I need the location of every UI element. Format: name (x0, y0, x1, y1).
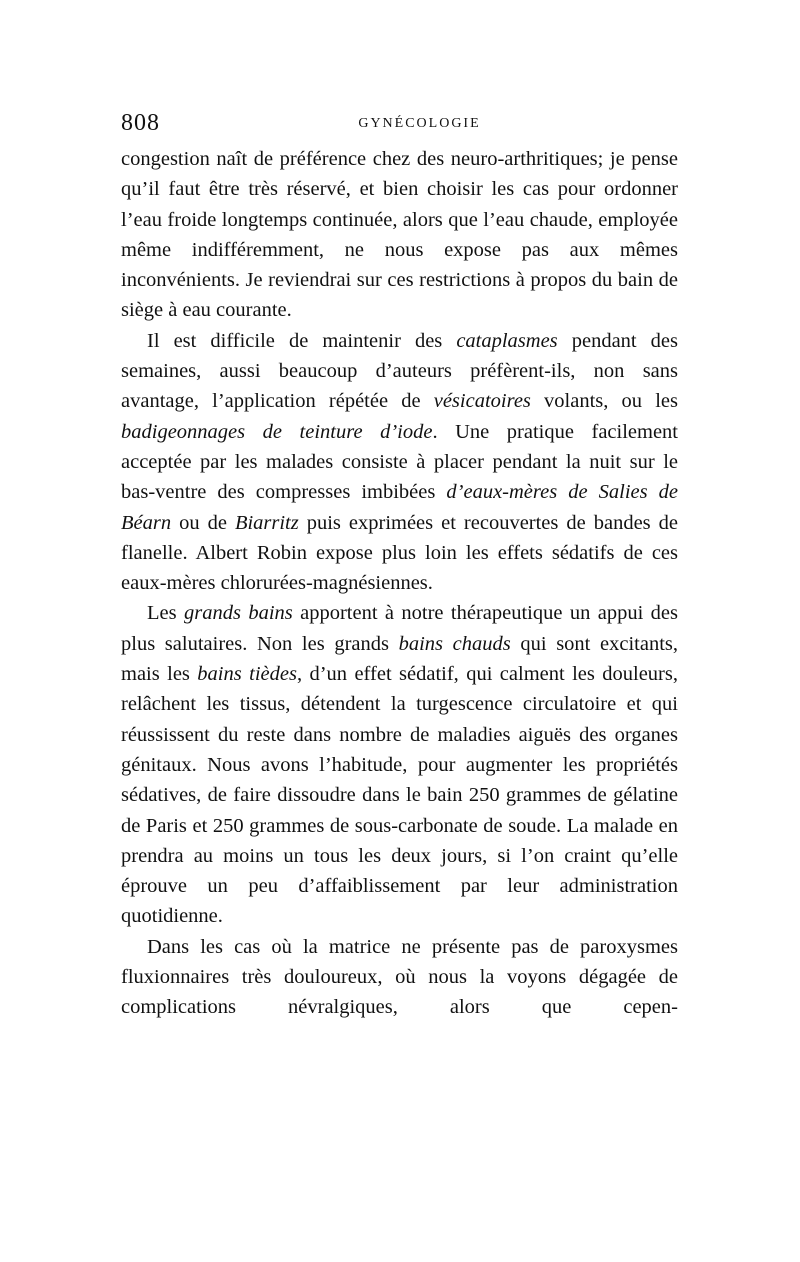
paragraph-cataplasmes (121, 326, 678, 599)
text-run: . Une pratique facilement acceptée par les malades consiste à placer pendant la nuit sur le bas-ventre des compresses imbibées (121, 420, 679, 504)
running-title: GYNÉCOLOGIE (358, 116, 481, 131)
italic-term: Biarritz (234, 511, 299, 534)
italic-term: badigeonnages de teinture d’iode (121, 420, 433, 443)
text-run: ou de (171, 511, 235, 534)
text-run: volants, ou les (530, 390, 678, 413)
book-page (121, 110, 678, 1023)
text-run: , d’un effet sédatif, qui calment les douleurs, relâchent les tissus, détendent la turgescence circulatoire et qui réussissent du reste dans nombre de maladies aiguës des organes génitaux. Nous avons l’habitude, pour augmenter les propriétés sédatives, de faire dissoudre dans le bain 250 grammes de gélatine de Paris et 250 grammes de sous-carbonate de soude. La malade en prendra au moins un tous les deux jours, si l’on craint qu’elle éprouve un peu d’affaiblissement par leur administration quotidienne. (121, 663, 678, 928)
italic-term: vésicatoires (433, 390, 531, 413)
paragraph-continuation: congestion naît de préférence chez des neuro-arthritiques; je pense qu’il faut être très réservé, et bien choisir les cas pour ordonner l’eau froide longtemps continuée, alors que l’eau chaude, employée même indifféremment, ne nous expose pas aux mêmes inconvénients. Je reviendrai sur ces restrictions à propos du bain de siège à eau courante. (121, 148, 678, 322)
italic-term: grands bains (183, 602, 293, 625)
text-run: Les (147, 602, 184, 625)
italic-term: cataplasmes (456, 329, 558, 352)
running-head (121, 110, 678, 140)
text-run: Il est difficile de maintenir des (147, 329, 457, 352)
page-number: 808 (121, 110, 160, 136)
paragraph-grands-bains (121, 598, 678, 931)
text-run: pendant des semaines, aussi beaucoup d’auteurs préfèrent-ils, non sans avantage, l’application répétée de (121, 329, 678, 413)
italic-term: d’eaux-mères de Salies de Béarn (121, 481, 679, 534)
body-text (121, 144, 678, 1023)
text-run: puis exprimées et recouvertes de bandes de flanelle. Albert Robin expose plus loin les effets sédatifs de ces eaux-mères chlorurées-magnésiennes. (121, 511, 678, 595)
text-run: qui sont excitants, mais les (121, 632, 679, 686)
paragraph-matrice: Dans les cas où la matrice ne présente pas de paroxysmes fluxionnaires très douloureux, où nous la voyons dégagée de complications névralgiques, alors que cepen- (121, 935, 678, 1019)
text-run: apportent à notre thérapeutique un appui des plus salutaires. Non les grands (121, 602, 678, 655)
italic-term: bains tièdes (197, 663, 297, 686)
italic-term: bains chauds (398, 632, 511, 655)
